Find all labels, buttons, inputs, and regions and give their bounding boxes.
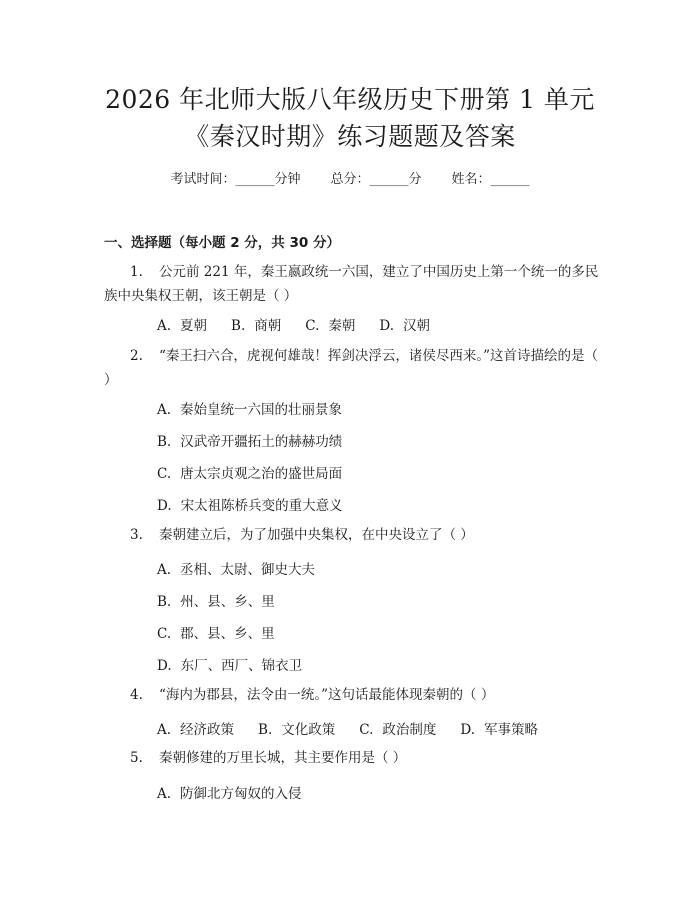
section-heading-multiple-choice: 一、选择题（每小题 2 分，共 30 分）	[104, 235, 340, 251]
option-a: A. 经济政策	[157, 722, 235, 738]
question-5-option-a: A. 防御北方匈奴的入侵	[157, 786, 302, 802]
question-2-option-b: B. 汉武帝开疆拓土的赫赫功绩	[157, 434, 343, 450]
question-1-stem	[104, 260, 600, 308]
question-number: 1.	[130, 264, 143, 280]
student-name-field: 姓名：______	[451, 172, 530, 187]
question-5-stem	[104, 746, 600, 770]
exam-meta	[0, 168, 700, 187]
question-3-option-b: B. 州、县、乡、里	[157, 594, 275, 610]
page-title-line-2: 《秦汉时期》练习题题及答案	[184, 122, 516, 151]
question-3-option-c: C. 郡、县、乡、里	[157, 626, 275, 642]
option-b: B. 商朝	[231, 318, 282, 334]
exam-time-field: 考试时间：______分钟	[170, 172, 301, 187]
question-4-stem	[104, 683, 600, 707]
question-text: 公元前 221 年，秦王嬴政统一六国，建立了中国历史上第一个统一的多民族中央集权王朝，该王朝是（ ）	[104, 264, 599, 304]
question-1-options	[157, 314, 454, 334]
question-2-option-a: A. 秦始皇统一六国的壮丽景象	[157, 402, 343, 418]
question-2-stem	[104, 344, 600, 392]
question-number: 2.	[130, 348, 143, 364]
option-d: D. 军事策略	[460, 722, 539, 738]
question-number: 4.	[130, 687, 143, 703]
question-2-option-d: D. 宋太祖陈桥兵变的重大意义	[157, 498, 343, 514]
question-3-stem	[104, 523, 600, 547]
question-number: 3.	[130, 527, 143, 543]
option-d: D. 汉朝	[379, 318, 431, 334]
question-4-options	[157, 718, 562, 738]
total-score-field: 总分：______分	[330, 172, 422, 187]
option-a: A. 夏朝	[157, 318, 208, 334]
question-text: “海内为郡县，法令由一统。”这句话最能体现秦朝的（ ）	[159, 687, 495, 703]
question-3-option-d: D. 东厂、西厂、锦衣卫	[157, 658, 303, 674]
option-c: C. 秦朝	[305, 318, 356, 334]
option-c: C. 政治制度	[359, 722, 437, 738]
page-title-line-1: 2026 年北师大版八年级历史下册第 1 单元	[105, 85, 595, 114]
option-b: B. 文化政策	[258, 722, 336, 738]
question-3-option-a: A. 丞相、太尉、御史大夫	[157, 562, 316, 578]
question-number: 5.	[130, 750, 143, 766]
question-2-option-c: C. 唐太宗贞观之治的盛世局面	[157, 466, 343, 482]
question-text: 秦朝修建的万里长城，其主要作用是（ ）	[159, 750, 407, 766]
question-text: 秦朝建立后，为了加强中央集权，在中央设立了（ ）	[159, 527, 474, 543]
question-text: “秦王扫六合，虎视何雄哉！挥剑决浮云，诸侯尽西来。”这首诗描绘的是（ ）	[104, 348, 599, 388]
